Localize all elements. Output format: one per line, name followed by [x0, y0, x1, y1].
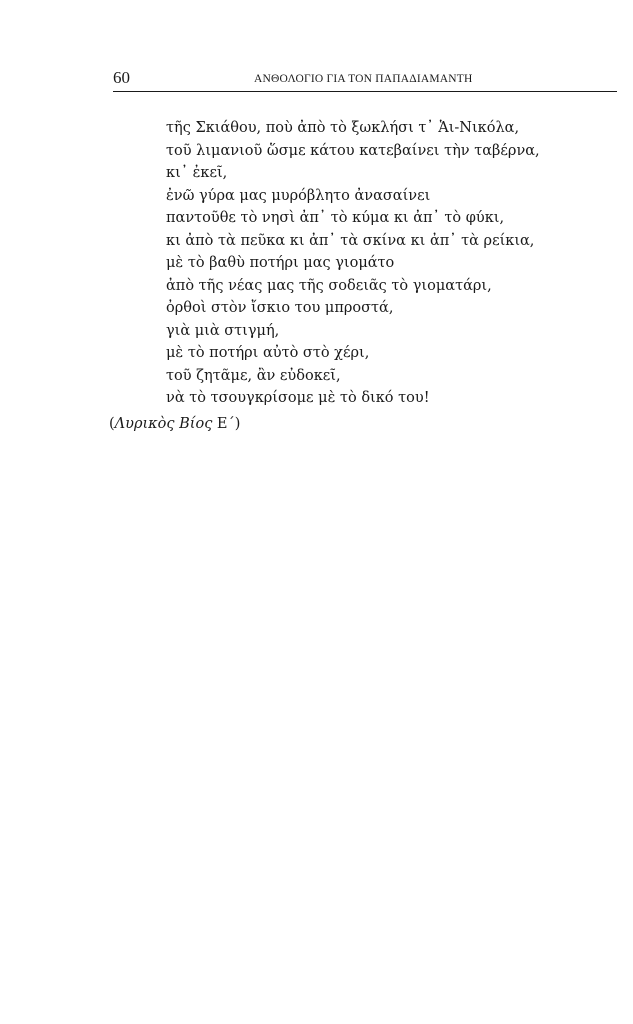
running-title: ΑΝΘΟΛΟΓΙΟ ΓΙΑ ΤΟΝ ΠΑΠΑΔΙΑΜΑΝΤΗ [254, 73, 473, 85]
poem-line: τοῦ ζητᾶμε, ἂν εὐδοκεῖ, [166, 367, 341, 384]
poem-line: ἐνῶ γύρα μας μυρόβλητο ἀνασαίνει [166, 187, 431, 204]
poem-text [166, 117, 606, 410]
poem-line: μὲ τὸ βαθὺ ποτήρι μας γιομάτο [166, 255, 395, 271]
poem-line: ὀρθοὶ στὸν ἴσκιο του μπροστά, [166, 300, 394, 316]
poem-line: τῆς Σκιάθου, ποὺ ἀπὸ τὸ ξωκλήσι τ᾽ Ἁι-Νικόλα, [166, 120, 520, 136]
poem-line: τοῦ λιμανιοῦ ὥσμε κάτου κατεβαίνει τὴν ταβέρνα, [166, 142, 540, 159]
page-header [113, 68, 617, 92]
poem-line: παντοῦθε τὸ νησὶ ἀπ᾽ τὸ κύμα κι ἀπ᾽ τὸ φύκι, [166, 210, 505, 226]
poem-line: κι᾽ ἐκεῖ, [166, 165, 228, 181]
poem-line: νὰ τὸ τσουγκρίσομε μὲ τὸ δικό του! [166, 390, 430, 406]
poem-line: γιὰ μιὰ στιγμή, [166, 322, 280, 339]
poem-line: κι ἀπὸ τὰ πεῦκα κι ἀπ᾽ τὰ σκίνα κι ἀπ᾽ τὰ ρείκια, [166, 232, 535, 249]
citation-work-title: Λυρικὸς Βίος [114, 416, 213, 432]
header-rule [113, 91, 617, 92]
page-number: 60 [113, 68, 130, 87]
poem-line: μὲ τὸ ποτήρι αὐτὸ στὸ χέρι, [166, 345, 370, 361]
poem-line: ἀπὸ τῆς νέας μας τῆς σοδειᾶς τὸ γιοματάρι, [166, 277, 492, 294]
source-citation [109, 413, 240, 435]
citation-open-paren: ( [109, 416, 115, 432]
citation-volume: Ε΄) [212, 416, 241, 432]
